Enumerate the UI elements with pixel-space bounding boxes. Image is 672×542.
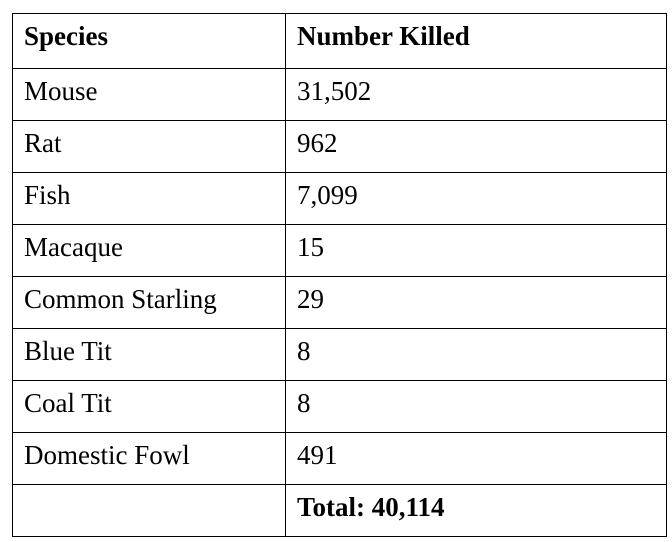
table-row [13, 381, 667, 433]
header-species: Species [13, 14, 286, 69]
table-row [13, 329, 667, 381]
table-row [13, 225, 667, 277]
table-total-row [13, 485, 667, 537]
total-species-cell [13, 485, 286, 537]
number-killed-cell: 962 [286, 121, 667, 173]
species-cell: Rat [13, 121, 286, 173]
species-cell: Coal Tit [13, 381, 286, 433]
number-killed-cell: 31,502 [286, 69, 667, 121]
species-table [12, 13, 667, 537]
species-cell: Fish [13, 173, 286, 225]
number-killed-cell: 491 [286, 433, 667, 485]
species-cell: Blue Tit [13, 329, 286, 381]
table-row [13, 69, 667, 121]
header-number-killed: Number Killed [286, 14, 667, 69]
table-header-row [13, 14, 667, 69]
total-cell: Total: 40,114 [286, 485, 667, 537]
species-cell: Common Starling [13, 277, 286, 329]
species-cell: Macaque [13, 225, 286, 277]
species-cell: Mouse [13, 69, 286, 121]
number-killed-cell: 8 [286, 381, 667, 433]
table-row [13, 277, 667, 329]
number-killed-cell: 7,099 [286, 173, 667, 225]
table-row [13, 173, 667, 225]
table-row [13, 121, 667, 173]
number-killed-cell: 29 [286, 277, 667, 329]
species-cell: Domestic Fowl [13, 433, 286, 485]
number-killed-cell: 15 [286, 225, 667, 277]
number-killed-cell: 8 [286, 329, 667, 381]
table-row [13, 433, 667, 485]
